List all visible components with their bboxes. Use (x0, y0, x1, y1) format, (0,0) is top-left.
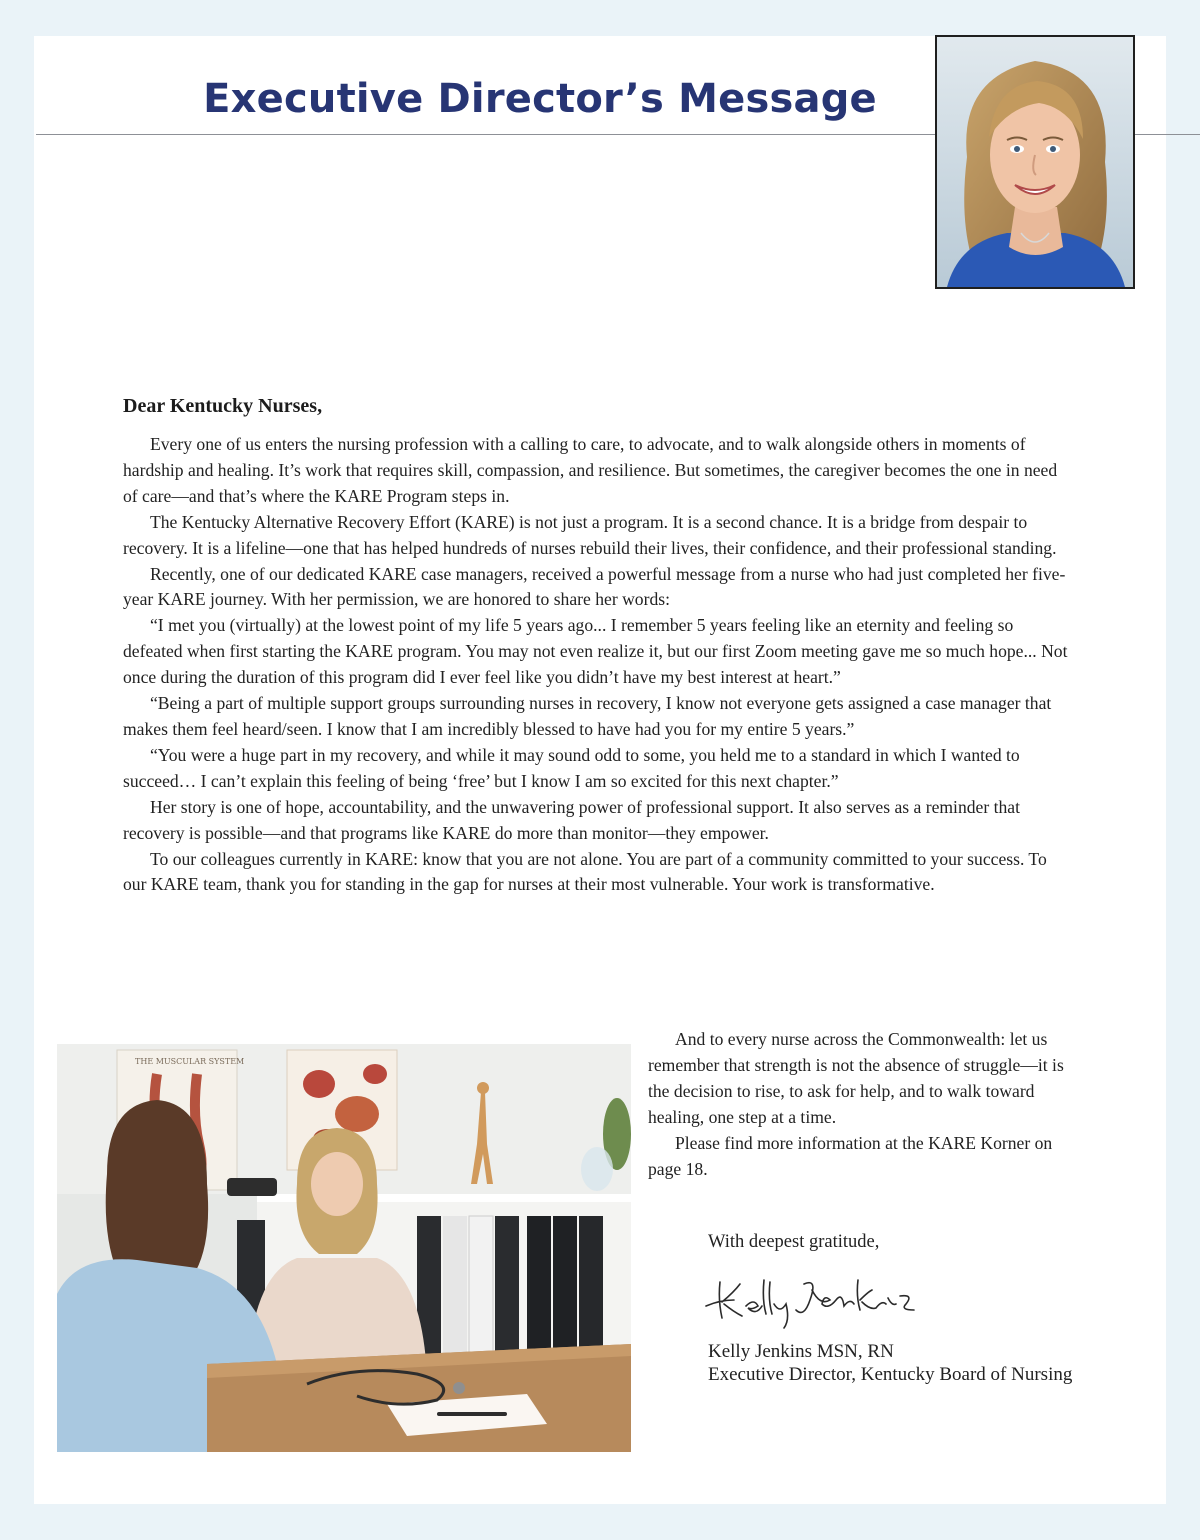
salutation: Dear Kentucky Nurses, (123, 395, 323, 417)
letter-paragraph: Her story is one of hope, accountability, and the unwavering power of professional support. It also serves as a reminder that recovery is possible—and that programs like KARE do more than monitor—they empower. (123, 796, 1020, 843)
letter-closing-text (648, 1027, 1078, 1182)
letter-paragraph: Every one of us enters the nursing profession with a calling to care, to advocate, and to walk alongside others in moments of hardship and healing. It’s work that requires skill, compassion, and resilience. But sometimes, the caregiver becomes the one in need of care—and that’s where the KARE Program steps in. (123, 434, 1058, 506)
consultation-photo (57, 1044, 631, 1452)
signer-name: Kelly Jenkins MSN, RN (708, 1341, 894, 1362)
poster-title: THE MUSCULAR SYSTEM (135, 1057, 245, 1066)
letter-body (123, 432, 1073, 898)
letter-paragraph: The Kentucky Alternative Recovery Effort (KARE) is not just a program. It is a second chance. It is a bridge from despair to recovery. It is a lifeline—one that has helped hundreds of nurses rebuild their lives, their confidence, and their professional standing. (123, 511, 1057, 558)
signer-title: Executive Director, Kentucky Board of Nursing (708, 1364, 1073, 1385)
page-title: Executive Director’s Message (203, 76, 877, 122)
letter-paragraph: To our colleagues currently in KARE: know that you are not alone. You are part of a community committed to your success. To our KARE team, thank you for standing in the gap for nurses at their most vulnerable. Your work is transformative. (123, 848, 1047, 895)
quote-paragraph: “Being a part of multiple support groups surrounding nurses in recovery, I know not everyone gets assigned a case manager that makes them feel heard/seen. I know that I am incredibly blessed to have had you for my entire 5 years.” (123, 693, 1052, 739)
quote-paragraph: “You were a huge part in my recovery, and while it may sound odd to some, you held me to a standard in which I wanted to succeed… I can’t explain this feeling of being ‘free’ but I know I am so excited for this next chapter.” (123, 744, 1020, 791)
letter-paragraph: Recently, one of our dedicated KARE case managers, received a powerful message from a nurse who had just completed her five-year KARE journey. With her permission, we are honored to share her words: (123, 563, 1066, 610)
handwritten-signature (700, 1270, 930, 1330)
letter-paragraph: Please find more information at the KARE Korner on page 18. (648, 1132, 1053, 1179)
closing-phrase: With deepest gratitude, (708, 1232, 880, 1252)
signer-block (708, 1340, 1072, 1386)
quote-paragraph: “I met you (virtually) at the lowest point of my life 5 years ago... I remember 5 years feeling like an eternity and feeling so defeated when first starting the KARE program. You may not even realize it, but our first Zoom meeting gave me so much hope... Not once during the duration of this program did I ever feel like you didn’t have my best interest at heart.” (123, 615, 1068, 688)
letter-paragraph: And to every nurse across the Commonwealth: let us remember that strength is not the absence of struggle—it is the decision to rise, to ask for help, and to walk toward healing, one step at a time. (648, 1029, 1064, 1127)
director-portrait (935, 35, 1135, 289)
